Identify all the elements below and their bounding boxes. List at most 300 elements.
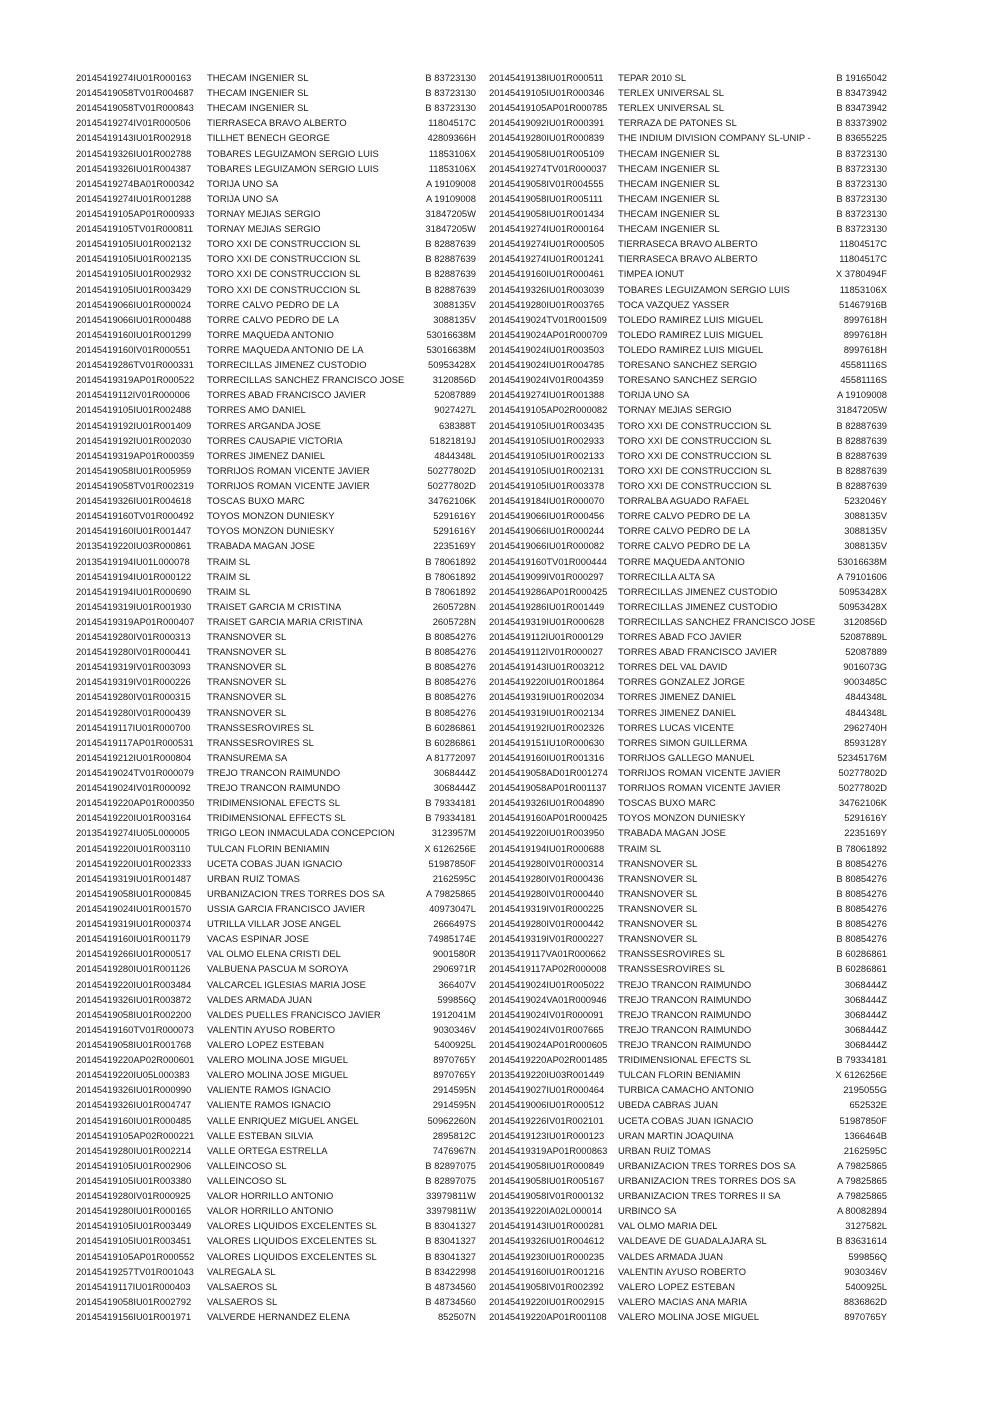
holder-name: TORESANO SANCHEZ SERGIO (618, 374, 757, 386)
tax-id: 2235169Y (844, 827, 887, 839)
list-item (489, 569, 887, 584)
record-code: 20145419184IU01R000070 (489, 495, 605, 507)
list-item (76, 372, 476, 387)
list-item (76, 523, 476, 538)
record-code: 20145419156IU01R001971 (76, 1310, 192, 1322)
record-code: 20145419058IU01R001434 (489, 207, 605, 219)
list-item (76, 1249, 476, 1264)
tax-id: 2914595N (432, 1084, 476, 1096)
holder-name: TORIJA UNO SA (207, 177, 279, 189)
holder-name: VALENTIN AYUSO ROBERTO (618, 1265, 746, 1277)
tax-id: B 82887639 (425, 253, 476, 265)
tax-id: 11804517C (428, 117, 476, 129)
record-code: 20145419326IU01R004890 (489, 797, 605, 809)
list-item (489, 599, 887, 614)
tax-id: 652532E (849, 1099, 887, 1111)
holder-name: TORRIJOS ROMAN VICENTE JAVIER (618, 782, 781, 794)
holder-name: VACAS ESPINAR JOSE (207, 933, 309, 945)
holder-name: VALREGALA SL (207, 1265, 276, 1277)
tax-id: 11804517C (839, 238, 887, 250)
tax-id: 3120856D (432, 374, 476, 386)
tax-id: B 79334181 (425, 797, 476, 809)
list-item (76, 282, 476, 297)
tax-id: 2605728N (432, 600, 476, 612)
holder-name: TRAIM SL (207, 570, 251, 582)
tax-id: 11853106X (428, 147, 476, 159)
holder-name: TRANSNOVER SL (207, 631, 287, 643)
holder-name: TORRES LUCAS VICENTE (618, 721, 734, 733)
tax-id: B 83723130 (425, 102, 476, 114)
record-code: 20145419024TV01R000079 (76, 767, 194, 779)
holder-name: URBAN RUIZ TOMAS (207, 872, 300, 884)
list-item (489, 629, 887, 644)
record-code: 20135419220IU03R001449 (489, 1069, 605, 1081)
list-item (489, 1309, 887, 1324)
list-item (76, 735, 476, 750)
record-code: 20145419024IV01R004359 (489, 374, 604, 386)
tax-id: 4844348L (845, 706, 887, 718)
list-item (76, 1203, 476, 1218)
holder-name: TERLEX UNIVERSAL SL (618, 102, 724, 114)
list-item (76, 961, 476, 976)
tax-id: 8593128Y (844, 736, 887, 748)
list-item (76, 825, 476, 840)
record-code: 20145419006IU01R000512 (489, 1099, 605, 1111)
record-code: 20145419058IV01R000132 (489, 1190, 604, 1202)
tax-id: 2162595C (432, 872, 476, 884)
record-code: 20145419280IV01R000440 (489, 887, 604, 899)
list-item (489, 977, 887, 992)
holder-name: TRANSNOVER SL (207, 691, 287, 703)
tax-id: 31847205W (836, 404, 887, 416)
holder-name: VALORES LIQUIDOS EXCELENTES SL (207, 1220, 377, 1232)
holder-name: URBINCO SA (618, 1205, 677, 1217)
tax-id: 8997618H (843, 313, 887, 325)
holder-name: TORRES ABAD FRANCISCO JAVIER (207, 389, 367, 401)
tax-id: 9003485C (843, 676, 887, 688)
record-code: 20145419160IV01R000551 (76, 343, 191, 355)
list-item (489, 810, 887, 825)
record-code: 20145419266IU01R000517 (76, 948, 192, 960)
record-code: 20145419319AP01R000522 (76, 374, 195, 386)
list-item (489, 1218, 887, 1233)
record-code: 20145419058IU01R005111 (489, 192, 603, 204)
holder-name: TORRES JIMENEZ DANIEL (618, 691, 737, 703)
record-code: 20145419160IU01R001447 (76, 525, 192, 537)
record-code: 20145419280IU01R000839 (489, 132, 605, 144)
list-item (76, 992, 476, 1007)
tax-id: 5291616Y (433, 510, 476, 522)
list-item (489, 282, 887, 297)
tax-id: 5291616Y (433, 525, 476, 537)
record-code: 20145419066IU01R000456 (489, 510, 605, 522)
tax-id: A 79101606 (836, 570, 887, 582)
holder-name: TORRE CALVO PEDRO DE LA (207, 298, 339, 310)
tax-id: 11804517C (839, 253, 887, 265)
list-item (489, 674, 887, 689)
holder-name: TIERRASECA BRAVO ALBERTO (618, 253, 758, 265)
holder-name: THECAM INGENIER SL (618, 223, 720, 235)
list-item (489, 1113, 887, 1128)
list-item (76, 1143, 476, 1158)
tax-id: B 83373902 (836, 117, 887, 129)
holder-name: TORRES ABAD FCO JAVIER (618, 631, 742, 643)
list-item (489, 1022, 887, 1037)
list-item (489, 1264, 887, 1279)
tax-id: 2235169Y (433, 540, 476, 552)
list-item (489, 433, 887, 448)
list-item (489, 236, 887, 251)
record-code: 20145419274IU01R000164 (489, 223, 605, 235)
holder-name: TORIJA UNO SA (618, 389, 690, 401)
list-item (76, 1188, 476, 1203)
holder-name: TORNAY MEJIAS SERGIO (618, 404, 732, 416)
record-code: 20145419286AP01R000425 (489, 585, 608, 597)
record-code: 20145419280IU01R000165 (76, 1205, 192, 1217)
holder-name: VALENTIN AYUSO ROBERTO (207, 1023, 335, 1035)
holder-name: TRAIM SL (207, 555, 251, 567)
list-item (76, 1007, 476, 1022)
tax-id: 50953428X (839, 600, 887, 612)
holder-name: TURBICA CAMACHO ANTONIO (618, 1084, 754, 1096)
holder-name: THECAM INGENIER SL (618, 162, 720, 174)
holder-name: TRANSNOVER SL (207, 676, 287, 688)
tax-id: A 19109008 (425, 177, 476, 189)
list-item (76, 1128, 476, 1143)
record-code: 20145419319IV01R000227 (489, 933, 604, 945)
record-code: 20145419024IU01R001570 (76, 903, 192, 915)
tax-id: 3123957M (431, 827, 476, 839)
tax-id: B 82897075 (425, 1174, 476, 1186)
list-item (76, 342, 476, 357)
record-code: 20145419326IU01R003872 (76, 993, 192, 1005)
tax-id: A 80082894 (836, 1205, 887, 1217)
holder-name: TOLEDO RAMIREZ LUIS MIGUEL (618, 343, 764, 355)
list-item (76, 1233, 476, 1248)
holder-name: TEPAR 2010 SL (618, 72, 687, 83)
list-item (76, 644, 476, 659)
list-item (489, 1143, 887, 1158)
list-item (489, 538, 887, 553)
holder-name: TOYOS MONZON DUNIESKY (207, 525, 335, 537)
tax-id: 852507N (437, 1310, 476, 1322)
list-item (489, 735, 887, 750)
list-item (489, 402, 887, 417)
list-item (489, 85, 887, 100)
tax-id: 51987850F (839, 1114, 887, 1126)
holder-name: TORESANO SANCHEZ SERGIO (618, 359, 757, 371)
holder-name: TORRES AMO DANIEL (207, 404, 306, 416)
record-code: 20145419280IV01R000925 (76, 1190, 191, 1202)
record-code: 20135419274IU05L000005 (76, 827, 190, 839)
holder-name: THECAM INGENIER SL (207, 72, 309, 83)
list-item (489, 765, 887, 780)
holder-name: URBAN RUIZ TOMAS (618, 1144, 711, 1156)
holder-name: TORRECILLAS SANCHEZ FRANCISCO JOSE (618, 615, 816, 627)
tax-id: 9030346V (844, 1265, 887, 1277)
holder-name: TORRECILLAS JIMENEZ CUSTODIO (618, 600, 778, 612)
holder-name: VALORES LIQUIDOS EXCELENTES SL (207, 1250, 377, 1262)
list-item (76, 689, 476, 704)
list-item (76, 674, 476, 689)
tax-id: 3068444Z (844, 1039, 887, 1050)
holder-name: TORO XXI DE CONSTRUCCION SL (618, 449, 772, 461)
holder-name: TOBARES LEGUIZAMON SERGIO LUIS (618, 283, 790, 295)
holder-name: TREJO TRANCON RAIMUNDO (618, 1023, 752, 1035)
tax-id: 5232046Y (844, 495, 887, 507)
list-item (489, 508, 887, 523)
list-item (489, 1249, 887, 1264)
tax-id: 3068444Z (433, 767, 476, 779)
record-code: 20145419058IV01R004555 (489, 177, 604, 189)
holder-name: THE INDIUM DIVISION COMPANY SL-UNIP - (618, 132, 811, 144)
holder-name: TREJO TRANCON RAIMUNDO (618, 993, 752, 1005)
holder-name: URBANIZACION TRES TORRES DOS SA (618, 1174, 796, 1186)
record-code: 20145419105IU01R003378 (489, 479, 605, 491)
record-code: 20135419220IA02L000014 (489, 1205, 603, 1217)
tax-id: 52345176M (837, 751, 887, 763)
holder-name: THECAM INGENIER SL (618, 207, 720, 219)
list-item (489, 523, 887, 538)
list-item (489, 1128, 887, 1143)
record-code: 20145419226IV01R002101 (489, 1114, 604, 1126)
tax-id: B 83723130 (836, 192, 887, 204)
tax-id: A 79825865 (836, 1190, 887, 1202)
holder-name: THECAM INGENIER SL (207, 102, 309, 114)
list-item (76, 402, 476, 417)
tax-id: 31847205W (425, 223, 476, 235)
holder-name: VALVERDE HERNANDEZ ELENA (207, 1310, 350, 1322)
tax-id: B 19165042 (836, 72, 887, 83)
tax-id: B 83041327 (425, 1235, 476, 1247)
list-item (489, 115, 887, 130)
list-item (76, 493, 476, 508)
tax-id: 8970765Y (844, 1310, 887, 1322)
list-item (489, 1173, 887, 1188)
record-code: 20145419138IU01R000511 (489, 72, 604, 83)
tax-id: B 78061892 (425, 585, 476, 597)
record-code: 20145419286IU01R001449 (489, 600, 605, 612)
tax-id: B 83631614 (836, 1235, 887, 1247)
record-code: 20145419105AP01R000552 (76, 1250, 195, 1262)
tax-id: B 83723130 (836, 177, 887, 189)
holder-name: URBANIZACION TRES TORRES DOS SA (207, 887, 385, 899)
record-code: 20145419160IU01R000485 (76, 1114, 192, 1126)
holder-name: TERRAZA DE PATONES SL (618, 117, 737, 129)
tax-id: B 80854276 (425, 631, 476, 643)
list-item (489, 1233, 887, 1248)
holder-name: TORNAY MEJIAS SERGIO (207, 223, 321, 235)
record-code: 20135419117VA01R000662 (489, 948, 606, 960)
tax-id: 31847205W (425, 207, 476, 219)
record-code: 20145419105IU01R003449 (76, 1220, 192, 1232)
holder-name: TORO XXI DE CONSTRUCCION SL (207, 283, 361, 295)
record-code: 20145419319AP01R000407 (76, 615, 195, 627)
holder-name: VAL OLMO ELENA CRISTI DEL (207, 948, 341, 960)
holder-name: TOBARES LEGUIZAMON SERGIO LUIS (207, 162, 379, 174)
list-item (76, 130, 476, 145)
tax-id: 3088135V (844, 525, 887, 537)
tax-id: 53016638M (426, 328, 476, 340)
tax-id: 3068444Z (844, 978, 887, 990)
list-item (76, 856, 476, 871)
list-item (76, 977, 476, 992)
tax-id: 9016073G (843, 661, 887, 673)
holder-name: VALLEINCOSO SL (207, 1174, 287, 1186)
list-item (76, 206, 476, 221)
tax-id: B 83723130 (836, 147, 887, 159)
tax-id: 9030346V (433, 1023, 476, 1035)
record-code: 20145419105IU01R002135 (76, 253, 192, 265)
holder-name: TRAISET GARCIA MARIA CRISTINA (207, 615, 363, 627)
record-code: 20145419112IV01R000006 (76, 389, 190, 401)
list-item (76, 85, 476, 100)
list-item (76, 1158, 476, 1173)
tax-id: B 60286861 (836, 963, 887, 975)
tax-id: B 80854276 (836, 933, 887, 945)
holder-name: VALSAEROS SL (207, 1280, 278, 1292)
list-item (76, 931, 476, 946)
holder-name: TORO XXI DE CONSTRUCCION SL (618, 434, 772, 446)
list-item (489, 1097, 887, 1112)
tax-id: 45581116S (840, 359, 887, 371)
tax-id: B 80854276 (836, 857, 887, 869)
tax-id: 8970765Y (433, 1069, 476, 1081)
list-item (489, 1294, 887, 1309)
holder-name: VALORES LIQUIDOS EXCELENTES SL (207, 1235, 377, 1247)
list-item (76, 705, 476, 720)
record-code: 20145419280IU01R001126 (76, 963, 191, 975)
tax-id: A 79825865 (425, 887, 476, 899)
list-item (76, 629, 476, 644)
list-item (76, 70, 476, 85)
tax-id: 2906971R (432, 963, 476, 975)
tax-id: B 83723130 (836, 223, 887, 235)
record-code: 20145419105IU01R003451 (76, 1235, 192, 1247)
record-code: 20145419220IU01R003164 (76, 812, 192, 824)
record-code: 20145419058IU01R002200 (76, 1008, 192, 1020)
list-item (76, 312, 476, 327)
tax-id: 638388T (438, 419, 476, 431)
holder-name: TRANSNOVER SL (207, 661, 287, 673)
holder-name: TREJO TRANCON RAIMUNDO (618, 978, 752, 990)
record-code: 20145419319IU01R002134 (489, 706, 605, 718)
holder-name: USSIA GARCIA FRANCISCO JAVIER (207, 903, 366, 915)
tax-id: B 80854276 (836, 918, 887, 930)
tax-id: 9001580R (432, 948, 476, 960)
record-code: 20145419280IU01R002214 (76, 1144, 192, 1156)
list-item (489, 1279, 887, 1294)
record-code: 20145419319IV01R000226 (76, 676, 191, 688)
holder-name: TOYOS MONZON DUNIESKY (618, 812, 746, 824)
tax-id: 33979811W (426, 1205, 476, 1217)
record-code: 20145419024AP01R000709 (489, 328, 608, 340)
list-item (76, 478, 476, 493)
holder-name: TOSCAS BUXO MARC (207, 495, 305, 507)
tax-id: B 82887639 (425, 238, 476, 250)
holder-name: TIERRASECA BRAVO ALBERTO (618, 238, 758, 250)
tax-id: B 80854276 (836, 872, 887, 884)
holder-name: TORRES ARGANDA JOSE (207, 419, 321, 431)
holder-name: TRANSNOVER SL (207, 646, 287, 658)
holder-name: TOCA VAZQUEZ YASSER (618, 298, 730, 310)
record-code: 20145419099IV01R000297 (489, 570, 604, 582)
list-item (489, 1203, 887, 1218)
list-item (76, 1309, 476, 1324)
holder-name: TRANSNOVER SL (618, 857, 698, 869)
list-item (76, 1067, 476, 1082)
list-item (489, 463, 887, 478)
record-code: 20145419280IV01R000439 (76, 706, 191, 718)
tax-id: 8836862D (843, 1295, 887, 1307)
tax-id: 3120856D (843, 615, 887, 627)
list-item (489, 130, 887, 145)
holder-name: VALCARCEL IGLESIAS MARIA JOSE (207, 978, 366, 990)
holder-name: TERLEX UNIVERSAL SL (618, 87, 724, 99)
holder-name: TRIDIMENSIONAL EFECTS SL (207, 797, 341, 809)
record-code: 20145419105IU01R002932 (76, 268, 192, 280)
record-code: 20145419220IU01R002915 (489, 1295, 605, 1307)
list-item (489, 342, 887, 357)
holder-name: TRANSSESROVIRES SL (618, 948, 725, 960)
holder-name: VALERO MACIAS ANA MARIA (618, 1295, 748, 1307)
record-code: 20145419280IV01R000315 (76, 691, 191, 703)
record-code: 20145419160TV01R000073 (76, 1023, 194, 1035)
tax-id: 11853106X (839, 283, 887, 295)
list-item (76, 554, 476, 569)
tax-id: X 6126256E (424, 842, 476, 854)
record-code: 20145419319AP01R000359 (76, 449, 195, 461)
record-code: 20145419319IU01R002034 (489, 691, 605, 703)
list-item (489, 191, 887, 206)
tax-id: B 83422998 (425, 1265, 476, 1277)
holder-name: TORRE CALVO PEDRO DE LA (618, 525, 750, 537)
holder-name: TORRE MAQUEDA ANTONIO (618, 555, 745, 567)
tax-id: 11853106X (428, 162, 476, 174)
holder-name: TORRECILLAS JIMENEZ CUSTODIO (618, 585, 778, 597)
tax-id: B 83723130 (425, 72, 476, 83)
record-code: 20145419105IU01R003435 (489, 419, 605, 431)
list-item (76, 266, 476, 281)
tax-id: A 79825865 (836, 1174, 887, 1186)
holder-name: VALDES ARMADA JUAN (207, 993, 313, 1005)
list-item (489, 146, 887, 161)
right-column-listing (489, 70, 887, 1324)
holder-name: TRIDIMENSIONAL EFFECTS SL (207, 812, 346, 824)
list-item (489, 161, 887, 176)
holder-name: THECAM INGENIER SL (618, 192, 720, 204)
tax-id: 4844348L (434, 449, 476, 461)
tax-id: 50962260N (427, 1114, 476, 1126)
list-item (76, 1173, 476, 1188)
record-code: 20135419220IU03R000861 (76, 540, 192, 552)
tax-id: 1912041M (431, 1008, 476, 1020)
list-item (76, 901, 476, 916)
record-code: 20145419257TV01R001043 (76, 1265, 194, 1277)
list-item (489, 493, 887, 508)
list-item (76, 191, 476, 206)
list-item (76, 614, 476, 629)
holder-name: TULCAN FLORIN BENIAMIN (618, 1069, 741, 1081)
record-code: 20145419326IU01R003039 (489, 283, 605, 295)
list-item (489, 251, 887, 266)
holder-name: TRANSNOVER SL (618, 887, 698, 899)
record-code: 20145419160IU01R001216 (489, 1265, 605, 1277)
holder-name: TORRES CAUSAPIE VICTORIA (207, 434, 343, 446)
tax-id: B 48734560 (425, 1295, 476, 1307)
record-code: 20145419117AP01R000531 (76, 736, 194, 748)
list-item (489, 871, 887, 886)
